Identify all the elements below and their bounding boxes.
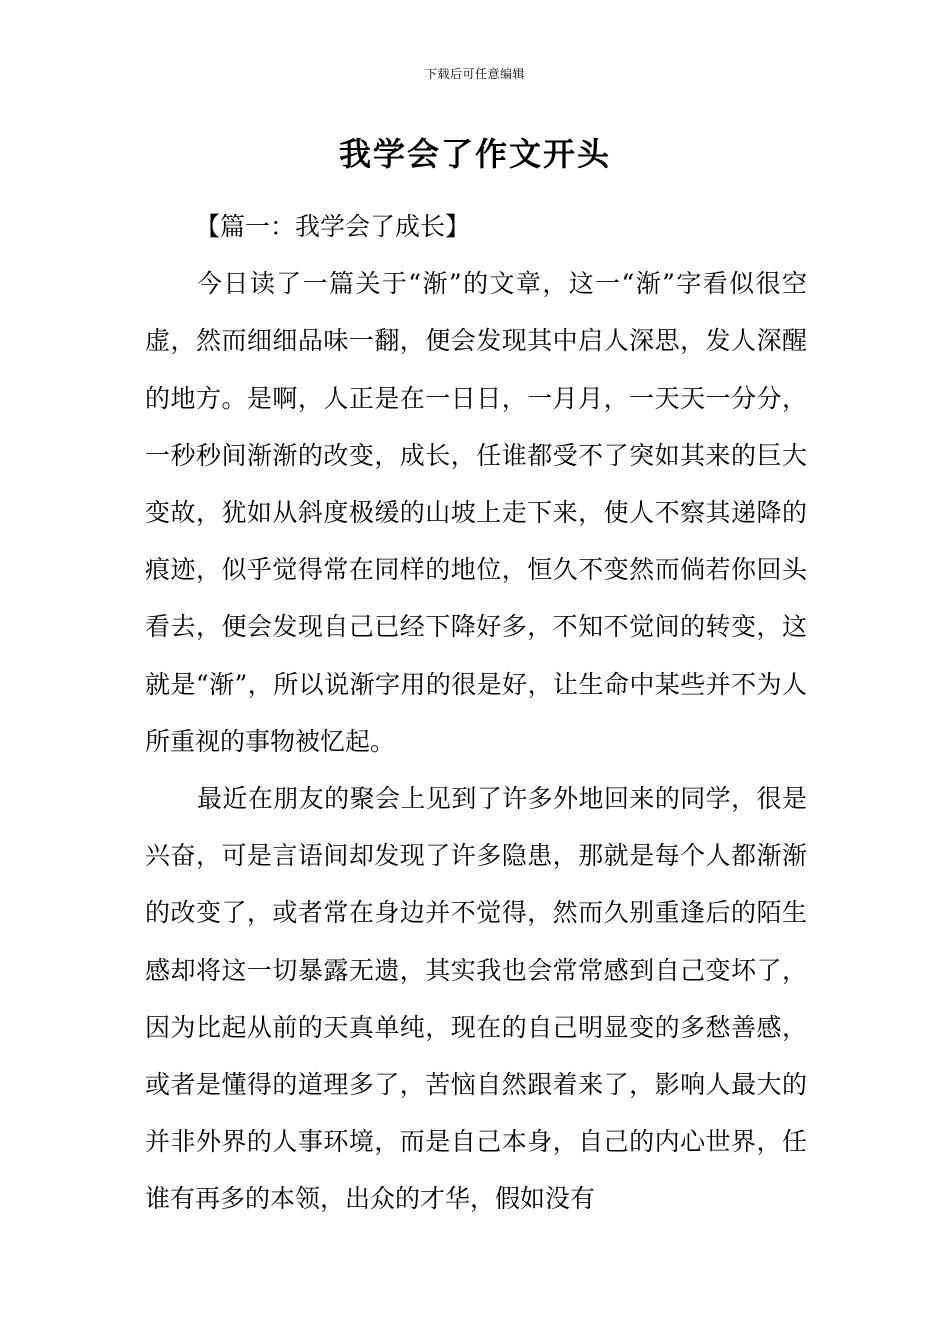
paragraph-2: 最近在朋友的聚会上见到了许多外地回来的同学，很是兴奋，可是言语间却发现了许多隐患，那就是每个人都渐渐的改变了，或者常在身边并不觉得，然而久别重逢后的陌生感却将这一切暴露无遗，其实我也会常常感到自己变坏了，因为比起从前的天真单纯，现在的自己明显变的多愁善感，或者是懂得的道理多了，苦恼自然跟着来了，影响人最大的并非外界的人事环境，而是自己本身，自己的内心世界，任谁有再多的本领，出众的才华，假如没有 <box>145 784 807 1214</box>
section-heading: 【篇一：我学会了成长】 <box>195 212 471 241</box>
document-body <box>145 198 807 1228</box>
paragraph-1: 今日读了一篇关于“渐”的文章，这一“渐”字看似很空虚，然而细细品味一翻，便会发现其中启人深思，发人深醒的地方。是啊，人正是在一日日，一月月，一天天一分分，一秒秒间渐渐的改变，成长，任谁都受不了突如其来的巨大变故，犹如从斜度极缓的山坡上走下来，使人不察其递降的痕迹，似乎觉得常在同样的地位，恒久不变然而倘若你回头看去，便会发现自己已经下降好多，不知不觉间的转变，这就是“渐”，所以说渐字用的很是好，让生命中某些并不为人所重视的事物被忆起。 <box>145 269 807 756</box>
document-title: 我学会了作文开头 <box>338 135 611 173</box>
header-note: 下载后可任意编辑 <box>424 67 525 81</box>
